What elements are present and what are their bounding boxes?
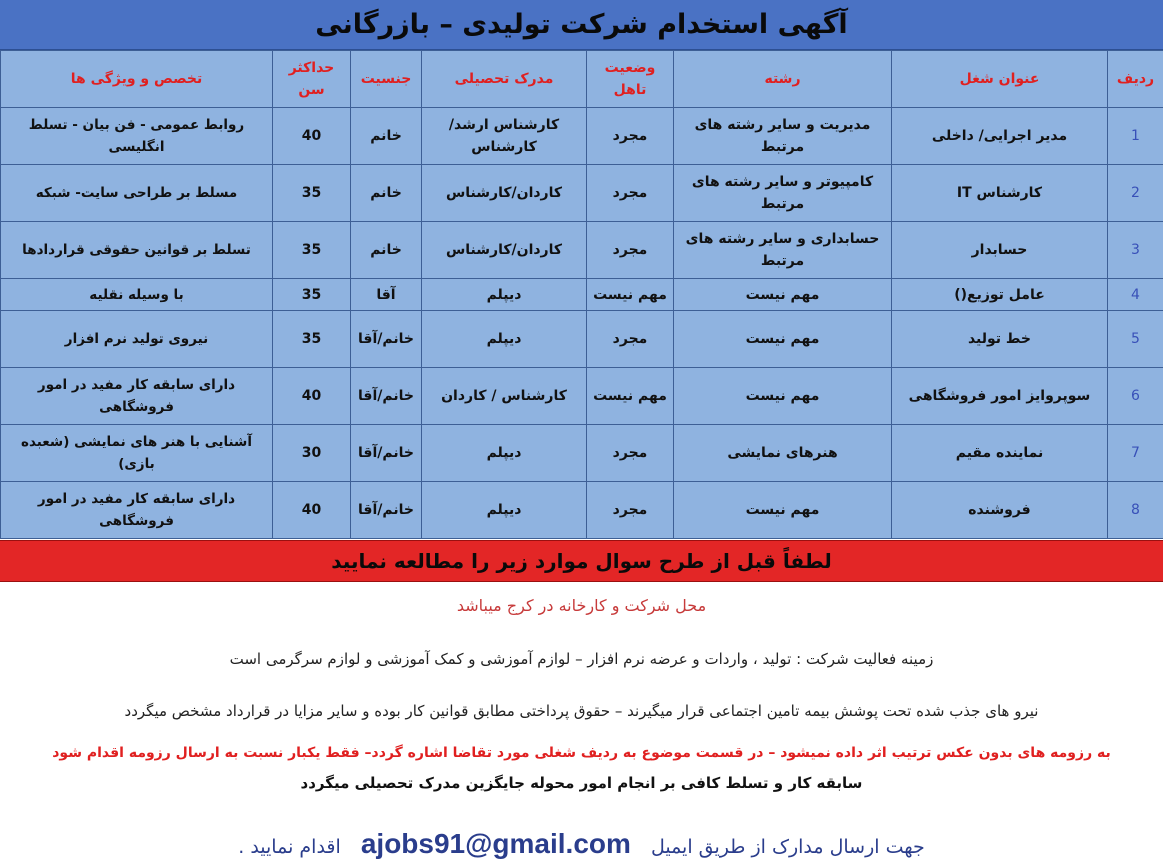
cell-field: حسابداری و سایر رشته های مرتبط: [674, 222, 892, 279]
cell-field: مهم نیست: [674, 279, 892, 311]
table-row: [1, 425, 1163, 482]
cell-gender: خانم: [351, 108, 422, 165]
cell-job-title: عامل توزیع(): [892, 279, 1108, 311]
activity-text: زمینه فعالیت شرکت : تولید ، واردات و عرضه نرم افزار – لوازم آموزشی و کمک آموزشی و لوازم سرگرمی است: [229, 650, 934, 668]
cell-skills: دارای سابقه کار مفید در امور فروشگاهی: [1, 482, 273, 539]
cell-skills: دارای سابقه کار مفید در امور فروشگاهی: [1, 368, 273, 425]
table-row: [1, 311, 1163, 368]
cell-max-age: 40: [273, 482, 351, 539]
cell-job-title: سوپروایز امور فروشگاهی: [892, 368, 1108, 425]
page-title: آگهی استخدام شرکت تولیدی – بازرگانی: [0, 0, 1163, 50]
insurance-text: نیرو های جذب شده تحت پوشش بیمه تامین اجتماعی قرار میگیرند – حقوق پرداختی مطابق قوانین کار بوده و سایر مزایا در قرارداد مشخص میگردد: [124, 702, 1039, 720]
cell-marital: مجرد: [587, 311, 674, 368]
cell-skills: تسلط بر قوانین حقوقی قراردادها: [1, 222, 273, 279]
cell-field: مهم نیست: [674, 368, 892, 425]
cell-field: مدیریت و سایر رشته های مرتبط: [674, 108, 892, 165]
cell-skills: مسلط بر طراحی سایت- شبکه: [1, 165, 273, 222]
cell-skills: روابط عمومی - فن بیان - تسلط انگلیسی: [1, 108, 273, 165]
cell-marital: مجرد: [587, 482, 674, 539]
header-marital: وضعیت تاهل: [587, 51, 674, 108]
table-row: [1, 222, 1163, 279]
cell-gender: خانم/آقا: [351, 311, 422, 368]
contact-email-link[interactable]: ajobs91@gmail.com: [360, 828, 631, 859]
experience-note-text: سابقه کار و تسلط کافی بر انجام امور محوله جایگزین مدرک تحصیلی میگردد: [300, 774, 863, 792]
cell-gender: خانم/آقا: [351, 482, 422, 539]
cell-field: هنرهای نمایشی: [674, 425, 892, 482]
header-gender: جنسیت: [351, 51, 422, 108]
cell-row-no: 5: [1108, 311, 1163, 368]
cell-row-no: 7: [1108, 425, 1163, 482]
cell-degree: دیپلم: [422, 425, 587, 482]
cell-degree: کارشناس / کاردان: [422, 368, 587, 425]
header-job-title: عنوان شغل: [892, 51, 1108, 108]
table-row: [1, 165, 1163, 222]
cell-row-no: 1: [1108, 108, 1163, 165]
cell-marital: مجرد: [587, 222, 674, 279]
cell-marital: مجرد: [587, 425, 674, 482]
cell-max-age: 35: [273, 222, 351, 279]
table-row: [1, 108, 1163, 165]
header-row-no: ردیف: [1108, 51, 1163, 108]
cell-gender: خانم/آقا: [351, 425, 422, 482]
cell-job-title: خط تولید: [892, 311, 1108, 368]
resume-warning-text: به رزومه های بدون عکس ترتیب اثر داده نمیشود – در قسمت موضوع به ردیف شغلی مورد تقاضا اشاره گردد– فقط یکبار نسبت به ارسال رزومه اقدام شود: [52, 745, 1111, 761]
cell-max-age: 35: [273, 165, 351, 222]
notice-banner: لطفاً قبل از طرح سوال موارد زیر را مطالعه نمایید: [0, 540, 1163, 582]
cell-marital: مهم نیست: [587, 279, 674, 311]
cell-job-title: نماینده مقیم: [892, 425, 1108, 482]
cell-job-title: حسابدار: [892, 222, 1108, 279]
header-field: رشته: [674, 51, 892, 108]
cell-gender: خانم: [351, 165, 422, 222]
contact-line: [0, 828, 1163, 860]
cell-job-title: کارشناس IT: [892, 165, 1108, 222]
cell-max-age: 35: [273, 279, 351, 311]
header-max-age: حداکثر سن: [273, 51, 351, 108]
contact-suffix: اقدام نمایید .: [238, 836, 341, 858]
header-skills: تخصص و ویژگی ها: [1, 51, 273, 108]
cell-max-age: 40: [273, 368, 351, 425]
cell-gender: خانم/آقا: [351, 368, 422, 425]
cell-degree: کاردان/کارشناس: [422, 165, 587, 222]
table-row: [1, 482, 1163, 539]
cell-field: مهم نیست: [674, 311, 892, 368]
cell-field: مهم نیست: [674, 482, 892, 539]
cell-degree: کاردان/کارشناس: [422, 222, 587, 279]
table-row: [1, 368, 1163, 425]
table-header-row: [1, 51, 1163, 108]
cell-row-no: 6: [1108, 368, 1163, 425]
cell-row-no: 4: [1108, 279, 1163, 311]
cell-degree: کارشناس ارشد/ کارشناس: [422, 108, 587, 165]
cell-job-title: فروشنده: [892, 482, 1108, 539]
table-row: [1, 279, 1163, 311]
cell-skills: آشنایی با هنر های نمایشی (شعبده بازی): [1, 425, 273, 482]
cell-max-age: 30: [273, 425, 351, 482]
cell-degree: دیپلم: [422, 482, 587, 539]
cell-marital: مجرد: [587, 165, 674, 222]
cell-degree: دیپلم: [422, 279, 587, 311]
cell-field: کامپیوتر و سایر رشته های مرتبط: [674, 165, 892, 222]
cell-gender: آقا: [351, 279, 422, 311]
cell-marital: مهم نیست: [587, 368, 674, 425]
cell-max-age: 35: [273, 311, 351, 368]
header-degree: مدرک تحصیلی: [422, 51, 587, 108]
location-text: محل شرکت و کارخانه در کرج میباشد: [456, 596, 707, 615]
cell-job-title: مدیر اجرایی/ داخلی: [892, 108, 1108, 165]
cell-skills: نیروی تولید نرم افزار: [1, 311, 273, 368]
contact-prefix: جهت ارسال مدارک از طریق ایمیل: [650, 836, 925, 858]
cell-row-no: 2: [1108, 165, 1163, 222]
cell-marital: مجرد: [587, 108, 674, 165]
cell-row-no: 8: [1108, 482, 1163, 539]
cell-gender: خانم: [351, 222, 422, 279]
cell-degree: دیپلم: [422, 311, 587, 368]
cell-skills: با وسیله نقلیه: [1, 279, 273, 311]
job-table: [0, 50, 1163, 539]
cell-row-no: 3: [1108, 222, 1163, 279]
cell-max-age: 40: [273, 108, 351, 165]
